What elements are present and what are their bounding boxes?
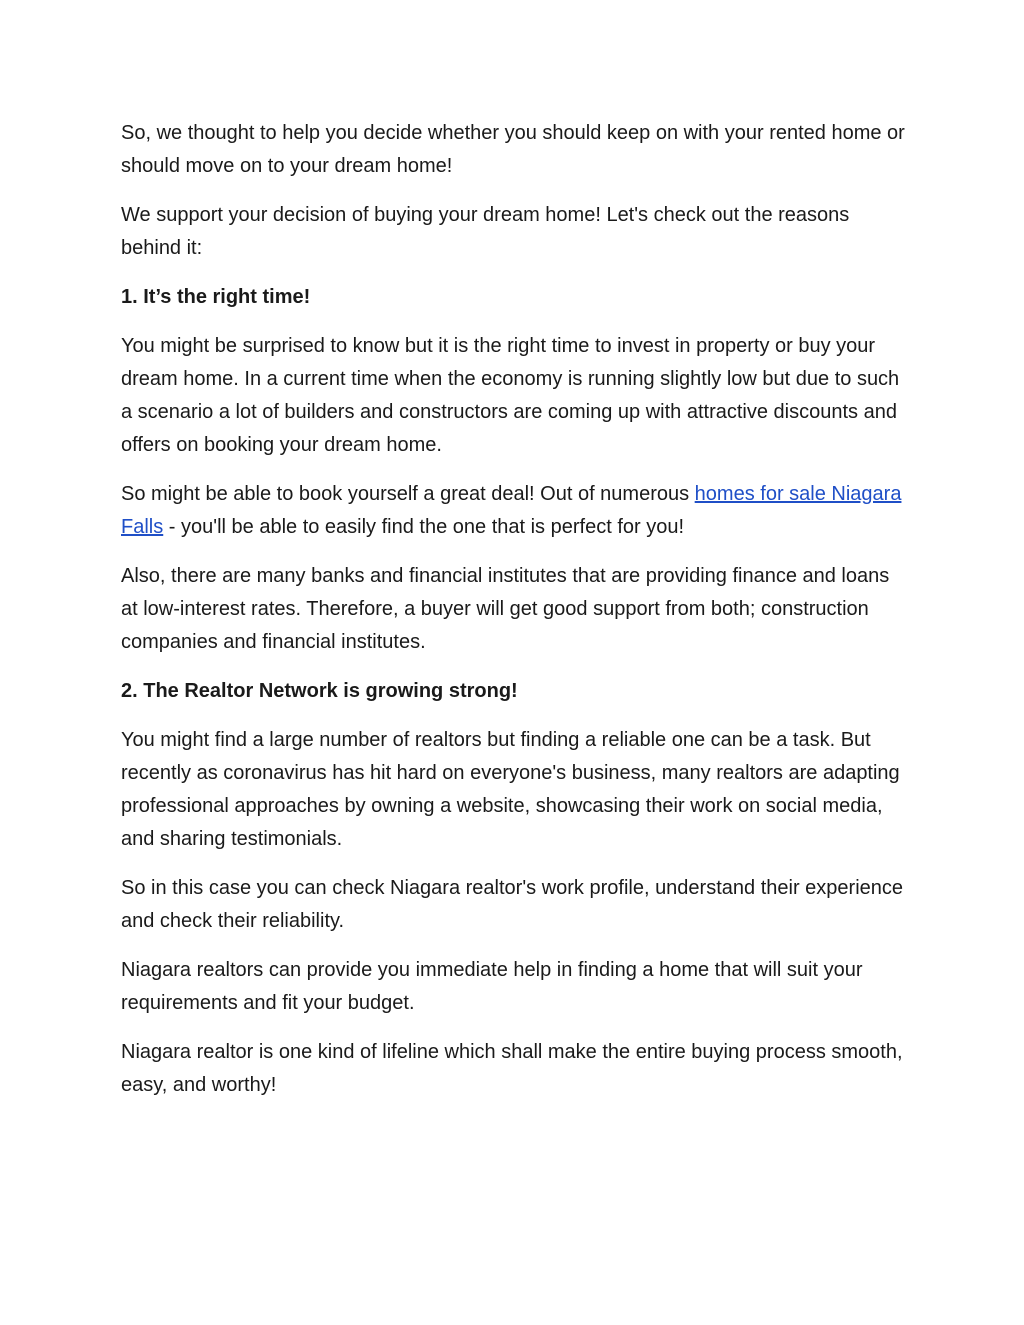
work-profile-paragraph: So in this case you can check Niagara realtor's work profile, understand their experience and check their reliability. — [121, 877, 904, 932]
realtors-paragraph: You might find a large number of realtors but finding a reliable one can be a task. But recently as coronavirus has hit hard on everyone's business, many realtors are adapting professional approaches by owning a website, showcasing their work on social media, and sharing testimonials. — [121, 729, 900, 850]
great-deal-text-end: - you'll be able to easily find the one that is perfect for you! — [163, 516, 685, 538]
section-heading-realtor-network: 2. The Realtor Network is growing strong! — [121, 680, 518, 702]
right-time-paragraph: You might be surprised to know but it is the right time to invest in property or buy your dream home. In a current time when the economy is running slightly low but due to such a scenario a lot of builders and constructors are coming up with attractive discounts and offers on booking your dream home. — [121, 335, 900, 456]
great-deal-text-start: So might be able to book yourself a great deal! Out of numerous — [121, 483, 695, 505]
section-heading-right-time: 1. It’s the right time! — [121, 286, 311, 308]
intro-paragraph: So, we thought to help you decide whether you should keep on with your rented home or should move on to your dream home! — [121, 122, 905, 177]
lifeline-paragraph: Niagara realtor is one kind of lifeline which shall make the entire buying process smooth, easy, and worthy! — [121, 1041, 903, 1096]
homes-for-sale-link[interactable]: homes for sale Niagara Falls — [121, 483, 902, 538]
support-paragraph: We support your decision of buying your dream home! Let's check out the reasons behind it: — [121, 204, 850, 259]
immediate-help-paragraph: Niagara realtors can provide you immediate help in finding a home that will suit your requirements and fit your budget. — [121, 959, 863, 1014]
banks-paragraph: Also, there are many banks and financial institutes that are providing finance and loans at low-interest rates. Therefore, a buyer will get good support from both; construction companies and financial institutes. — [121, 565, 890, 653]
document-page — [121, 117, 911, 1118]
great-deal-paragraph — [121, 478, 911, 544]
